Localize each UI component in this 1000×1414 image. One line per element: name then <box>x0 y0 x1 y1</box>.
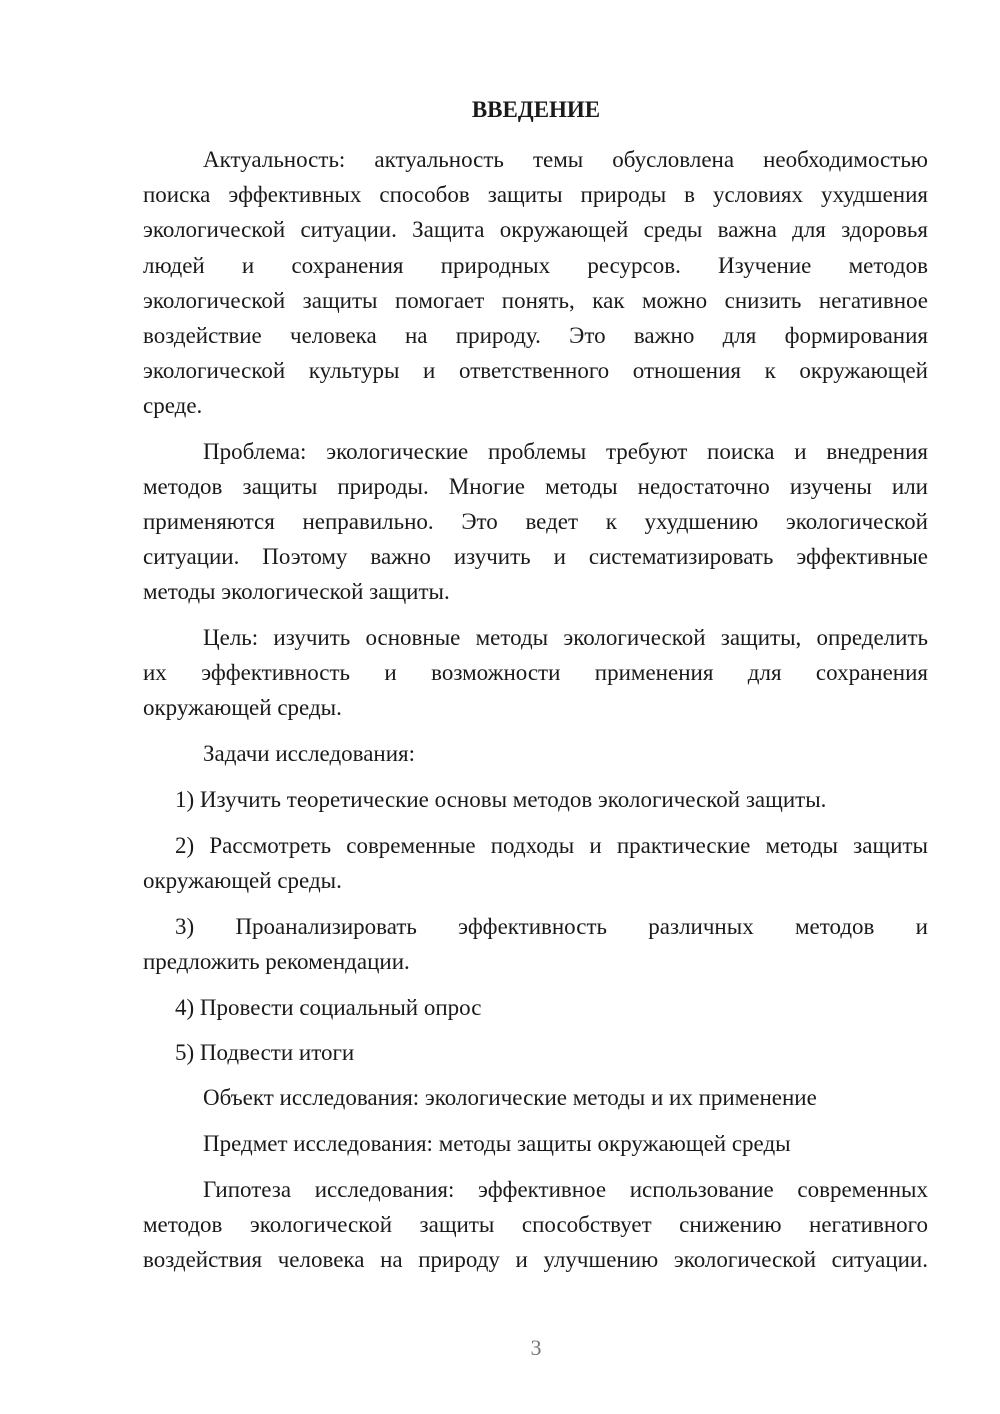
task-item: 4) Провести социальный опрос <box>175 995 482 1020</box>
task-item: 2) Рассмотреть современные подходы и практические методы защиты <box>175 833 928 858</box>
research-subject: Предмет исследования: методы защиты окружающей среды <box>203 1131 791 1156</box>
relevance-paragraph-line: воздействие человека на природу. Это важно для формирования <box>143 323 928 348</box>
problem-paragraph-line: методы экологической защиты. <box>143 579 450 604</box>
task-item: 5) Подвести итоги <box>175 1040 355 1065</box>
goal-paragraph-line: их эффективность и возможности применения для сохранения <box>143 660 928 685</box>
relevance-paragraph-line: экологической защиты помогает понять, как можно снизить негативное <box>143 288 928 313</box>
hypothesis-paragraph-line: Гипотеза исследования: эффективное использование современных <box>203 1177 928 1202</box>
task-item-continuation: предложить рекомендации. <box>143 949 410 974</box>
task-item-continuation: окружающей среды. <box>143 868 342 893</box>
relevance-paragraph-line: Актуальность: актуальность темы обусловлена необходимостью <box>203 147 928 172</box>
page-number: 3 <box>530 1335 542 1360</box>
relevance-paragraph-line: среде. <box>143 393 203 418</box>
relevance-paragraph-line: поиска эффективных способов защиты природы в условиях ухудшения <box>143 182 928 207</box>
problem-paragraph-line: Проблема: экологические проблемы требуют поиска и внедрения <box>203 439 928 464</box>
goal-paragraph-line: Цель: изучить основные методы экологической защиты, определить <box>203 625 928 650</box>
hypothesis-paragraph-line: методов экологической защиты способствует снижению негативного <box>143 1212 928 1237</box>
goal-paragraph-line: окружающей среды. <box>143 695 342 720</box>
relevance-paragraph-line: экологической культуры и ответственного отношения к окружающей <box>143 358 928 383</box>
problem-paragraph-line: применяются неправильно. Это ведет к ухудшению экологической <box>143 509 928 534</box>
problem-paragraph-line: методов защиты природы. Многие методы недостаточно изучены или <box>143 474 928 499</box>
problem-paragraph-line: ситуации. Поэтому важно изучить и систематизировать эффективные <box>143 544 928 569</box>
task-item: 3) Проанализировать эффективность различных методов и <box>175 914 928 939</box>
relevance-paragraph-line: людей и сохранения природных ресурсов. Изучение методов <box>143 253 928 278</box>
relevance-paragraph-line: экологической ситуации. Защита окружающей среды важна для здоровья <box>143 217 928 242</box>
tasks-heading: Задачи исследования: <box>203 741 416 766</box>
page-title: ВВЕДЕНИЕ <box>471 97 601 122</box>
hypothesis-paragraph-line: воздействия человека на природу и улучшению экологической ситуации. <box>143 1247 928 1272</box>
research-object: Объект исследования: экологические методы и их применение <box>203 1085 817 1110</box>
task-item: 1) Изучить теоретические основы методов экологической защиты. <box>175 787 827 812</box>
